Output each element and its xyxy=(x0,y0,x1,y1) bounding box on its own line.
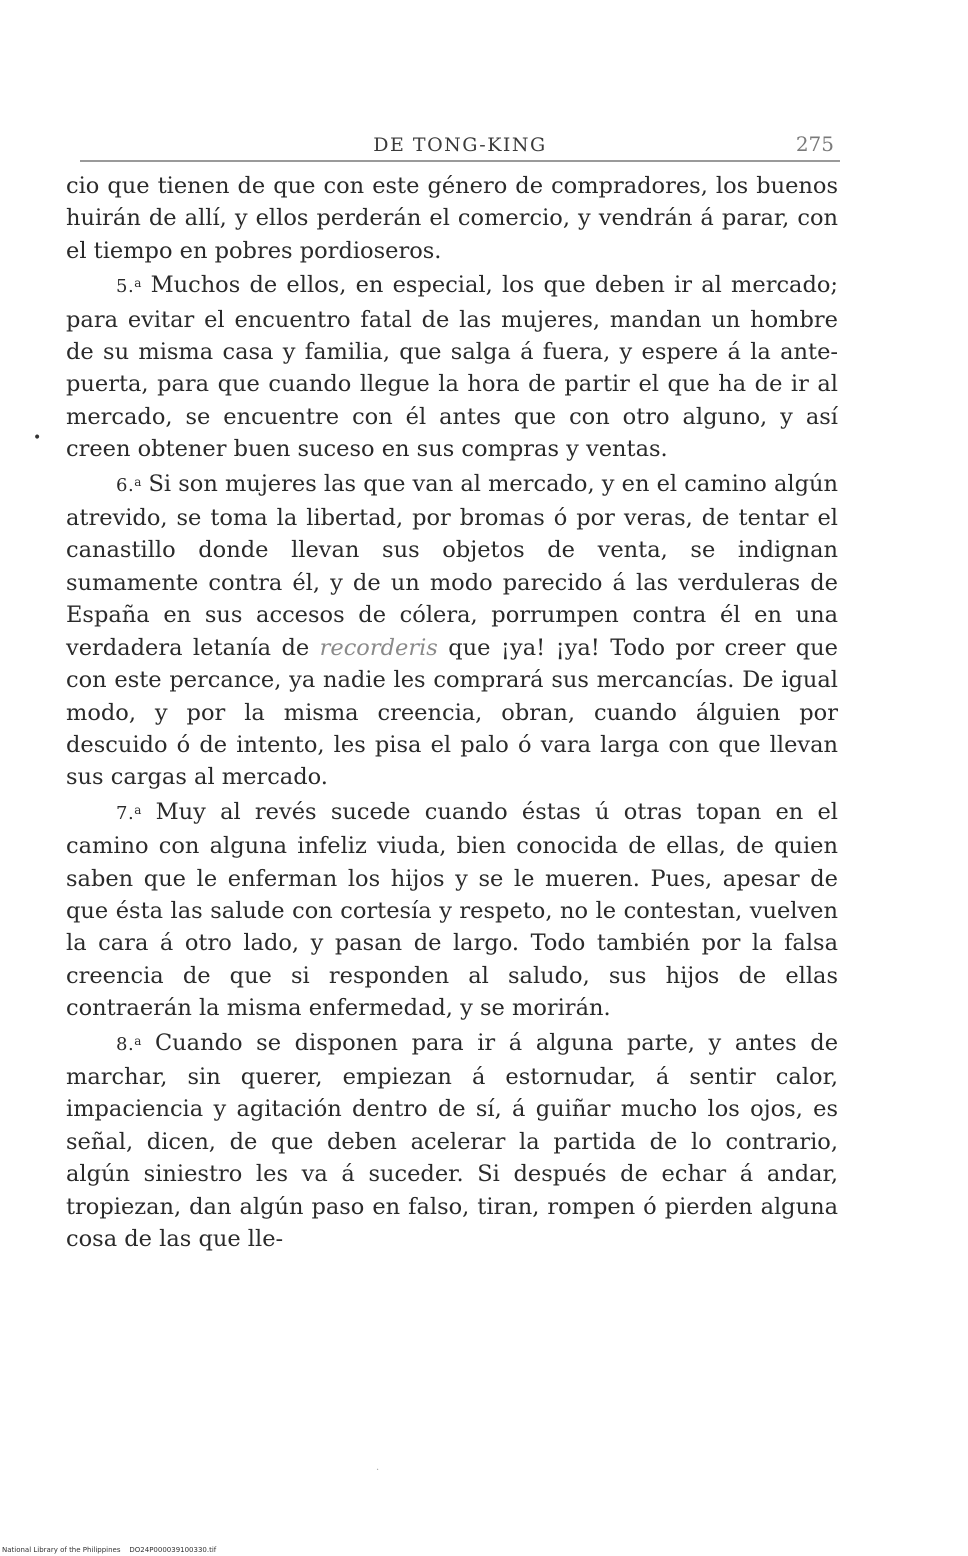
paragraph-text: Cuando se disponen para ir á alguna parte, y antes de marchar, sin querer, empiezan á estornudar, á sentir calor, impaciencia y agitación dentro de sí, á guiñar mucho los ojos, es señal, dicen, de que deben acelerar la partida de lo contrario, algún siniestro les va á suceder. Si después de echar á andar, tropiezan, dan algún paso en falso, tiran, rompen ó pierden alguna cosa de las que lle- xyxy=(66,1029,839,1252)
paragraph-5 xyxy=(66,267,838,465)
paragraph-8 xyxy=(66,1025,838,1256)
body-text xyxy=(66,170,838,1255)
paragraph-6 xyxy=(66,466,838,794)
italic-term: recorderis xyxy=(319,634,438,661)
ordinal-superscript: a xyxy=(134,802,142,817)
paragraph-7 xyxy=(66,794,838,1025)
running-header xyxy=(80,132,840,162)
ordinal-superscript: a xyxy=(134,1033,142,1048)
page-number: 275 xyxy=(795,132,834,156)
paragraph-continuation: cio que tienen de que con este género de compradores, los buenos huirán de allí, y ellos perderán el comercio, y vendrán á parar, con el tiempo en pobres pordioseros. xyxy=(66,173,838,264)
paragraph-text: Muy al revés sucede cuando éstas ú otras topan en el camino con alguna infeliz viuda, bien conocida de ellas, de quien saben que le enferman los hijos y se le mueren. Pues, apesar de que ésta las salude con cortesía y respeto, no le contestan, vuelven la cara á otro lado, y pasan de largo. Todo también por la falsa creencia de que si responden al saludo, sus hijos de ellas contraerán la misma enfermedad, y se morirán. xyxy=(66,798,838,1022)
margin-mark: • xyxy=(33,430,42,446)
paragraph-number: 7. xyxy=(116,802,135,824)
ordinal-superscript: a xyxy=(134,474,142,489)
running-title: DE TONG-KING xyxy=(373,134,547,156)
footer-mark: · xyxy=(376,1465,380,1476)
paragraph-number: 5. xyxy=(116,276,135,298)
paragraph-text-continued: que ¡ya! ¡ya! Todo por creer que con este percance, ya nadie les comprará sus mercancías. De igual modo, y por la misma creencia, obran, cuando álguien por descuido ó de intento, les pisa el palo ó vara larga con que llevan sus cargas al mercado. xyxy=(66,634,838,791)
ordinal-superscript: a xyxy=(134,276,142,291)
paragraph-text: Muchos de ellos, en especial, los que deben ir al mercado; para evitar el encuentro fatal de las mujeres, mandan un hombre de su misma casa y familia, que salga á fuera, y espere á la ante-puerta, para que cuando llegue la hora de partir el que ha de ir al mercado, se encuentre con él antes que con otro alguno, y así creen obtener buen suceso en sus compras y ventas. xyxy=(66,272,838,463)
scan-footer: National Library of the Philippines DO24P000039100330.tif xyxy=(2,1546,217,1554)
paragraph-number: 6. xyxy=(116,474,135,496)
paragraph-text: Si son mujeres las que van al mercado, y en el camino algún atrevido, se toma la libertad, por bromas ó por veras, de tentar el canastillo donde llevan sus objetos de venta, se indignan sumamente contra él, y de un modo parecido á las verduleras de España en sus accesos de cólera, porrumpen contra él en una verdadera letanía de xyxy=(66,470,838,661)
paragraph-number: 8. xyxy=(116,1033,135,1055)
